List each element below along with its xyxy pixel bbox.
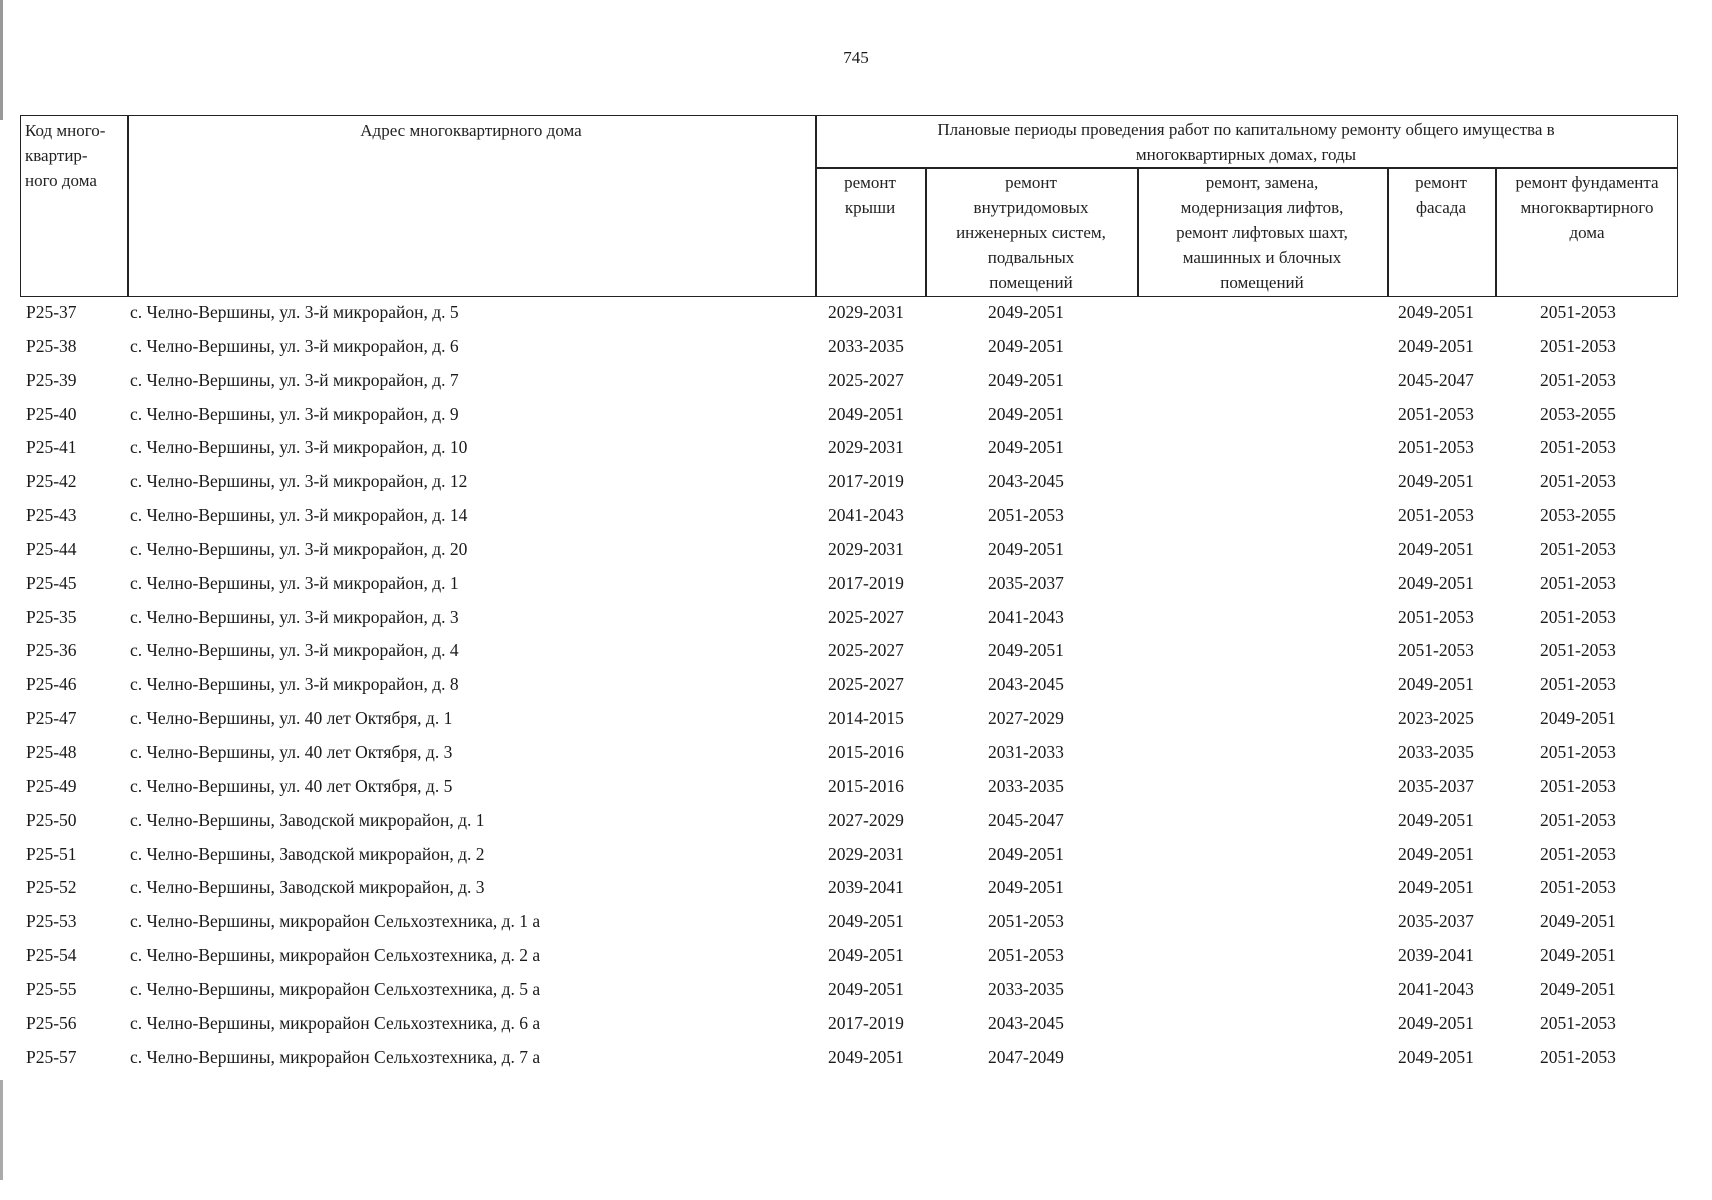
row-engineering-period: 2041-2043 (988, 606, 1064, 627)
table-row (0, 535, 1712, 569)
table-row (0, 366, 1712, 400)
row-foundation-period: 2051-2053 (1540, 640, 1616, 661)
row-foundation-period: 2051-2053 (1540, 877, 1616, 898)
header-code-line: Код много- (25, 121, 106, 140)
row-code: Р25-57 (26, 1046, 77, 1067)
header-lifts (1137, 170, 1387, 295)
row-engineering-period: 2043-2045 (988, 1012, 1064, 1033)
row-address: с. Челно-Вершины, ул. 3-й микрорайон, д. 14 (130, 505, 468, 526)
row-foundation-period: 2051-2053 (1540, 437, 1616, 458)
row-engineering-period: 2027-2029 (988, 708, 1064, 729)
divider (815, 167, 1677, 169)
row-address: с. Челно-Вершины, микрорайон Сельхозтехника, д. 6 а (130, 1012, 541, 1033)
row-facade-period: 2049-2051 (1398, 1012, 1474, 1033)
header-roof (815, 170, 925, 220)
table-row (0, 569, 1712, 603)
scan-edge-mark (0, 1080, 3, 1180)
row-roof-period: 2049-2051 (828, 978, 904, 999)
table-row (0, 298, 1712, 332)
row-code: Р25-44 (26, 538, 77, 559)
row-address: с. Челно-Вершины, микрорайон Сельхозтехника, д. 2 а (130, 945, 541, 966)
row-engineering-period: 2049-2051 (988, 369, 1064, 390)
row-foundation-period: 2051-2053 (1540, 741, 1616, 762)
row-foundation-period: 2051-2053 (1540, 606, 1616, 627)
table-row (0, 467, 1712, 501)
header-facade-line: фасада (1415, 198, 1467, 217)
header-periods-line: Плановые периоды проведения работ по капитальному ремонту общего имущества в (937, 120, 1555, 139)
row-roof-period: 2025-2027 (828, 369, 904, 390)
row-engineering-period: 2033-2035 (988, 978, 1064, 999)
row-facade-period: 2049-2051 (1398, 302, 1474, 322)
row-facade-period: 2049-2051 (1398, 809, 1474, 830)
header-engineering-line: внутридомовых (973, 198, 1089, 217)
table-row (0, 332, 1712, 366)
table-row (0, 941, 1712, 975)
row-code: Р25-38 (26, 335, 77, 356)
row-foundation-period: 2051-2053 (1540, 843, 1616, 864)
row-address: с. Челно-Вершины, ул. 40 лет Октября, д. 5 (130, 775, 453, 796)
header-engineering-line: подвальных (987, 248, 1075, 267)
header-engineering-line: помещений (989, 273, 1073, 292)
row-address: с. Челно-Вершины, ул. 3-й микрорайон, д. 20 (130, 538, 468, 559)
row-foundation-period: 2051-2053 (1540, 369, 1616, 390)
row-code: Р25-42 (26, 471, 77, 492)
row-address: с. Челно-Вершины, ул. 3-й микрорайон, д. 6 (130, 335, 459, 356)
header-address: Адрес многоквартирного дома (360, 121, 582, 140)
table-row (0, 704, 1712, 738)
row-code: Р25-55 (26, 978, 77, 999)
row-code: Р25-49 (26, 775, 77, 796)
row-foundation-period: 2051-2053 (1540, 302, 1616, 322)
row-facade-period: 2039-2041 (1398, 945, 1474, 966)
header-engineering-line: инженерных систем, (956, 223, 1106, 242)
row-facade-period: 2051-2053 (1398, 403, 1474, 424)
row-address: с. Челно-Вершины, ул. 3-й микрорайон, д. 12 (130, 471, 468, 492)
row-address: с. Челно-Вершины, Заводской микрорайон, д. 2 (130, 843, 485, 864)
row-engineering-period: 2047-2049 (988, 1046, 1064, 1067)
header-periods (815, 117, 1677, 167)
row-code: Р25-36 (26, 640, 77, 661)
header-foundation (1495, 170, 1679, 245)
table-row (0, 772, 1712, 806)
row-facade-period: 2049-2051 (1398, 335, 1474, 356)
row-engineering-period: 2049-2051 (988, 640, 1064, 661)
row-address: с. Челно-Вершины, ул. 3-й микрорайон, д. 3 (130, 606, 459, 627)
header-lifts-line: ремонт, замена, (1205, 173, 1319, 192)
table-row (0, 400, 1712, 434)
row-address: с. Челно-Вершины, ул. 40 лет Октября, д. 3 (130, 741, 453, 762)
header-roof-line: крыши (844, 198, 896, 217)
table-row (0, 433, 1712, 467)
row-roof-period: 2049-2051 (828, 911, 904, 932)
row-code: Р25-40 (26, 403, 77, 424)
row-code: Р25-35 (26, 606, 77, 627)
table-header (20, 115, 1678, 297)
table-row (0, 603, 1712, 637)
row-address: с. Челно-Вершины, ул. 3-й микрорайон, д. 8 (130, 674, 459, 695)
header-foundation-line: многоквартирного (1520, 198, 1654, 217)
row-foundation-period: 2051-2053 (1540, 775, 1616, 796)
header-roof-line: ремонт (844, 173, 896, 192)
header-engineering (925, 170, 1137, 295)
row-code: Р25-56 (26, 1012, 77, 1033)
row-code: Р25-52 (26, 877, 77, 898)
header-lifts-line: помещений (1220, 273, 1304, 292)
row-facade-period: 2049-2051 (1398, 572, 1474, 593)
row-facade-period: 2049-2051 (1398, 1046, 1474, 1067)
header-lifts-line: машинных и блочных (1182, 248, 1342, 267)
row-roof-period: 2017-2019 (828, 1012, 904, 1033)
row-code: Р25-48 (26, 741, 77, 762)
table-row (0, 501, 1712, 535)
header-facade (1387, 170, 1495, 220)
row-facade-period: 2051-2053 (1398, 640, 1474, 661)
row-address: с. Челно-Вершины, ул. 3-й микрорайон, д. 4 (130, 640, 459, 661)
row-roof-period: 2025-2027 (828, 606, 904, 627)
row-facade-period: 2051-2053 (1398, 437, 1474, 458)
row-facade-period: 2051-2053 (1398, 505, 1474, 526)
row-code: Р25-47 (26, 708, 77, 729)
row-foundation-period: 2051-2053 (1540, 674, 1616, 695)
row-code: Р25-53 (26, 911, 77, 932)
row-roof-period: 2029-2031 (828, 538, 904, 559)
row-code: Р25-45 (26, 572, 77, 593)
row-address: с. Челно-Вершины, ул. 3-й микрорайон, д. 9 (130, 403, 459, 424)
row-facade-period: 2051-2053 (1398, 606, 1474, 627)
row-foundation-period: 2051-2053 (1540, 335, 1616, 356)
row-foundation-period: 2053-2055 (1540, 505, 1616, 526)
header-foundation-line: ремонт фундамента (1515, 173, 1659, 192)
row-facade-period: 2035-2037 (1398, 911, 1474, 932)
row-foundation-period: 2051-2053 (1540, 471, 1616, 492)
row-address: с. Челно-Вершины, ул. 40 лет Октября, д. 1 (130, 708, 453, 729)
row-foundation-period: 2051-2053 (1540, 538, 1616, 559)
table-row (0, 806, 1712, 840)
row-facade-period: 2045-2047 (1398, 369, 1474, 390)
header-engineering-line: ремонт (1005, 173, 1057, 192)
row-roof-period: 2049-2051 (828, 1046, 904, 1067)
row-roof-period: 2027-2029 (828, 809, 904, 830)
row-roof-period: 2029-2031 (828, 437, 904, 458)
row-address: с. Челно-Вершины, Заводской микрорайон, д. 1 (130, 809, 485, 830)
page-number: 745 (843, 48, 869, 67)
row-code: Р25-37 (26, 302, 77, 322)
table-row (0, 975, 1712, 1009)
header-facade-line: ремонт (1415, 173, 1467, 192)
row-roof-period: 2025-2027 (828, 640, 904, 661)
row-address: с. Челно-Вершины, микрорайон Сельхозтехника, д. 5 а (130, 978, 541, 999)
row-engineering-period: 2035-2037 (988, 572, 1064, 593)
row-address: с. Челно-Вершины, ул. 3-й микрорайон, д. 10 (130, 437, 468, 458)
row-engineering-period: 2051-2053 (988, 911, 1064, 932)
row-roof-period: 2017-2019 (828, 471, 904, 492)
row-facade-period: 2049-2051 (1398, 538, 1474, 559)
row-roof-period: 2049-2051 (828, 403, 904, 424)
row-engineering-period: 2049-2051 (988, 538, 1064, 559)
row-facade-period: 2041-2043 (1398, 978, 1474, 999)
row-code: Р25-39 (26, 369, 77, 390)
row-foundation-period: 2051-2053 (1540, 809, 1616, 830)
table-row (0, 907, 1712, 941)
header-code (21, 118, 127, 193)
row-foundation-period: 2051-2053 (1540, 1012, 1616, 1033)
table-row (0, 840, 1712, 874)
row-code: Р25-54 (26, 945, 77, 966)
row-foundation-period: 2051-2053 (1540, 572, 1616, 593)
table-row (0, 636, 1712, 670)
row-engineering-period: 2043-2045 (988, 674, 1064, 695)
row-roof-period: 2015-2016 (828, 741, 904, 762)
row-engineering-period: 2049-2051 (988, 843, 1064, 864)
row-foundation-period: 2049-2051 (1540, 945, 1616, 966)
row-foundation-period: 2049-2051 (1540, 978, 1616, 999)
row-code: Р25-43 (26, 505, 77, 526)
row-facade-period: 2033-2035 (1398, 741, 1474, 762)
row-engineering-period: 2033-2035 (988, 775, 1064, 796)
header-code-line: квартир- (25, 146, 88, 165)
row-code: Р25-46 (26, 674, 77, 695)
row-engineering-period: 2049-2051 (988, 335, 1064, 356)
table-row (0, 1009, 1712, 1043)
row-roof-period: 2029-2031 (828, 843, 904, 864)
row-engineering-period: 2049-2051 (988, 403, 1064, 424)
row-roof-period: 2017-2019 (828, 572, 904, 593)
row-engineering-period: 2049-2051 (988, 877, 1064, 898)
row-code: Р25-50 (26, 809, 77, 830)
row-address: с. Челно-Вершины, микрорайон Сельхозтехника, д. 7 а (130, 1046, 541, 1067)
row-roof-period: 2015-2016 (828, 775, 904, 796)
row-address: с. Челно-Вершины, ул. 3-й микрорайон, д. 5 (130, 302, 459, 322)
row-engineering-period: 2045-2047 (988, 809, 1064, 830)
row-code: Р25-51 (26, 843, 77, 864)
row-code: Р25-41 (26, 437, 77, 458)
header-lifts-line: модернизация лифтов, (1180, 198, 1344, 217)
row-foundation-period: 2053-2055 (1540, 403, 1616, 424)
row-foundation-period: 2051-2053 (1540, 1046, 1616, 1067)
row-engineering-period: 2051-2053 (988, 505, 1064, 526)
row-roof-period: 2025-2027 (828, 674, 904, 695)
row-roof-period: 2041-2043 (828, 505, 904, 526)
row-roof-period: 2049-2051 (828, 945, 904, 966)
table-body (0, 298, 1712, 1076)
row-engineering-period: 2049-2051 (988, 302, 1064, 322)
row-engineering-period: 2043-2045 (988, 471, 1064, 492)
row-address: с. Челно-Вершины, ул. 3-й микрорайон, д. 7 (130, 369, 459, 390)
row-facade-period: 2049-2051 (1398, 471, 1474, 492)
row-facade-period: 2049-2051 (1398, 877, 1474, 898)
header-periods-line: многоквартирных домах, годы (1135, 145, 1357, 164)
row-facade-period: 2049-2051 (1398, 674, 1474, 695)
row-address: с. Челно-Вершины, микрорайон Сельхозтехника, д. 1 а (130, 911, 541, 932)
header-lifts-line: ремонт лифтовых шахт, (1176, 223, 1348, 242)
header-code-line: ного дома (25, 171, 97, 190)
row-roof-period: 2039-2041 (828, 877, 904, 898)
row-foundation-period: 2049-2051 (1540, 708, 1616, 729)
table-row (0, 670, 1712, 704)
row-foundation-period: 2049-2051 (1540, 911, 1616, 932)
row-engineering-period: 2031-2033 (988, 741, 1064, 762)
row-address: с. Челно-Вершины, ул. 3-й микрорайон, д. 1 (130, 572, 459, 593)
table-row (0, 873, 1712, 907)
row-roof-period: 2029-2031 (828, 302, 904, 322)
row-engineering-period: 2049-2051 (988, 437, 1064, 458)
row-address: с. Челно-Вершины, Заводской микрорайон, д. 3 (130, 877, 485, 898)
table-row (0, 1043, 1712, 1077)
row-engineering-period: 2051-2053 (988, 945, 1064, 966)
row-facade-period: 2023-2025 (1398, 708, 1474, 729)
row-facade-period: 2035-2037 (1398, 775, 1474, 796)
table-row (0, 738, 1712, 772)
row-facade-period: 2049-2051 (1398, 843, 1474, 864)
row-roof-period: 2014-2015 (828, 708, 904, 729)
header-foundation-line: дома (1569, 223, 1605, 242)
divider (127, 116, 129, 296)
row-roof-period: 2033-2035 (828, 335, 904, 356)
